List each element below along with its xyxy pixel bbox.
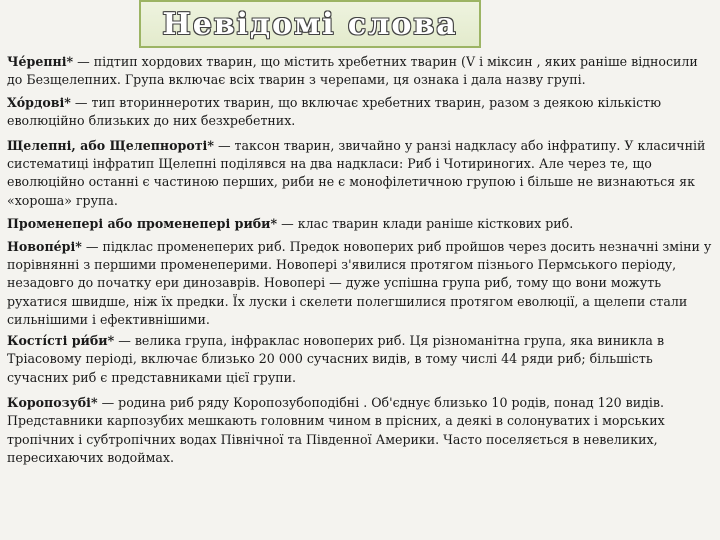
glossary-entry-shchelepni bbox=[7, 137, 716, 211]
glossary-entry-novoperi bbox=[7, 238, 716, 330]
glossary-term: Коропозубі* bbox=[7, 394, 98, 410]
glossary-list bbox=[7, 53, 716, 474]
slide-title: Невідомі слова bbox=[162, 6, 458, 42]
glossary-term: Че́репні* bbox=[7, 54, 74, 69]
glossary-entry-promenepери bbox=[7, 215, 716, 233]
glossary-entry-khordovi bbox=[7, 94, 716, 131]
glossary-term: Кості́сті ри́би* bbox=[7, 332, 115, 348]
glossary-definition: — родина риб ряду Коропозубоподібні . Об'єднує близько 10 родів, понад 120 видів. Представники карпозубих мешкають головним чином в прісних, а деякі в солонуватих і морських тропічних і субтропічних водах Північної та Південної Америки. Часто поселяється в невеликих, пересихаючих водоймах. bbox=[7, 394, 665, 466]
glossary-entry-kostisti-ryby bbox=[7, 332, 716, 387]
glossary-definition: — тип вториннеротих тварин, що включає хребетних тварин, разом з деякою кількістю еволюційно близьких до них безхребетних. bbox=[7, 94, 662, 129]
glossary-definition: — підклас променеперих риб. Предок новоперих риб пройшов через досить незначні зміни у порівнянні з першими променеперими. Новопері з'явилися протягом пізнього Пермського періоду, незадовго до початку ери динозаврів. Новопері — дуже успішна група риб, тому що вони можуть рухатися швидше, ніж їх предки. Їх луски і скелети полегшилися протягом еволюції, а щелепи стали сильнішими і ефективнішими. bbox=[7, 238, 712, 328]
glossary-term: Променепері або променепері риби* bbox=[7, 216, 278, 232]
glossary-term: Хо́рдові* bbox=[7, 94, 71, 110]
glossary-definition: — підтип хордових тварин, що містить хребетних тварин (V і міксин , яких раніше відносили до Безщелепних. Група включає всіх тварин з черепами, ця ознака і дала назву групі. bbox=[7, 54, 698, 88]
glossary-definition: — клас тварин клади раніше кісткових риб. bbox=[277, 216, 574, 232]
glossary-definition: — велика група, інфраклас новоперих риб. Ця різноманітна група, яка виникла в Тріасовому періоді, включає близько 20 000 сучасних видів, в тому числі 44 ряди риб; більшість сучасних риб є представниками цієї групи. bbox=[7, 332, 665, 385]
glossary-term: Щелепні, або Щелепнороті* bbox=[7, 137, 214, 153]
title-banner bbox=[139, 0, 481, 48]
glossary-term: Новопе́рі* bbox=[7, 238, 82, 254]
glossary-definition: — таксон тварин, звичайно у ранзі надкласу або інфратипу. У класичній систематиці інфратип Щелепні поділявся на два надкласи: Риб і Чотириногих. Але через те, що еволюційно останні є частиною перших, риби не є монофілетичною групою і більше не визнаються як «хороша» група. bbox=[7, 137, 706, 208]
glossary-entry-koropozubi bbox=[7, 394, 716, 468]
glossary-entry-cherepni bbox=[7, 53, 716, 90]
